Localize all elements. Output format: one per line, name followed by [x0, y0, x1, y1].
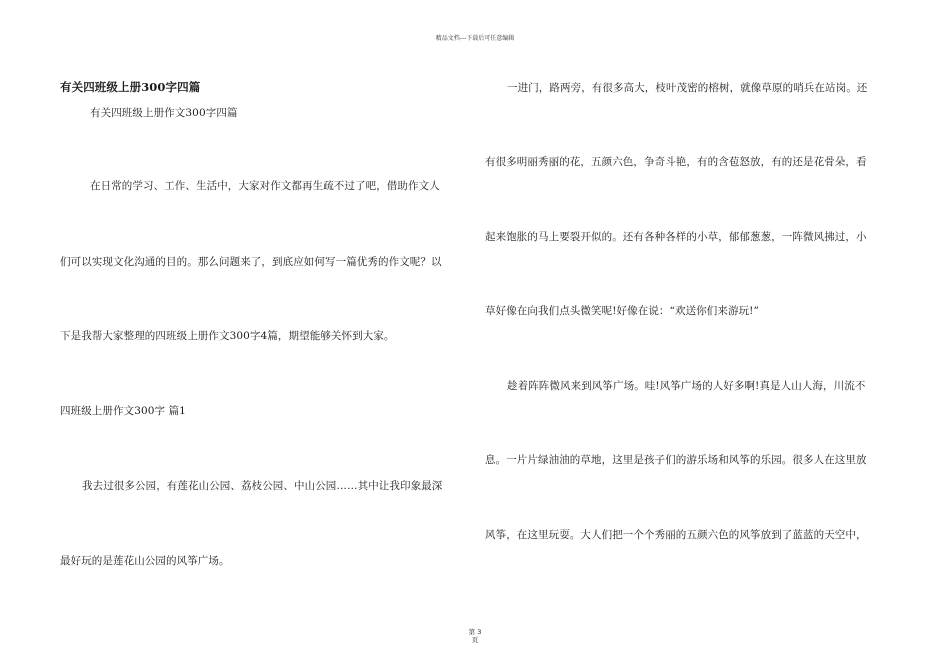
page-number-line1: 第 3: [468, 628, 482, 636]
paragraph-line: 有很多明丽秀丽的花，五颜六色，争奇斗艳，有的含苞怒放，有的还是花骨朵，看: [485, 156, 867, 168]
paragraph-line: 下是我帮大家整理的四班级上册作文300字4篇，期望能够关怀到大家。: [60, 330, 395, 342]
page-number-line2: 页: [471, 636, 479, 644]
paragraph-line: 草好像在向我们点头微笑呢!好像在说：“欢送你们来游玩!”: [485, 305, 759, 317]
paragraph-line: 最好玩的是莲花山公园的风筝广场。: [60, 555, 230, 567]
page-number: [0, 628, 950, 644]
article-title: 有关四班级上册300字四篇: [60, 80, 201, 94]
paragraph-line: 趁着阵阵微风来到风筝广场。哇!风筝广场的人好多啊!真是人山人海，川流不: [507, 380, 866, 392]
paragraph-line: 在日常的学习、工作、生活中，大家对作文都再生疏不过了吧，借助作文人: [90, 180, 440, 192]
paragraph-line: 风筝，在这里玩耍。大人们把一个个秀丽的五颜六色的风筝放到了蓝蓝的天空中，: [485, 529, 867, 541]
section-heading: 四班级上册作文300字 篇1: [60, 405, 186, 417]
page-header: 精品文档---下载后可任意编辑: [435, 35, 515, 42]
paragraph-line: 息。一片片绿油油的草地，这里是孩子们的游乐场和风筝的乐园。很多人在这里放: [485, 454, 867, 466]
paragraph-line: 们可以实现文化沟通的目的。那么问题来了，到底应如何写一篇优秀的作文呢？以: [60, 256, 442, 268]
paragraph-line: 我去过很多公园，有莲花山公园、荔枝公园、中山公园……其中让我印象最深: [82, 480, 443, 492]
paragraph-line: 起来饱胀的马上要裂开似的。还有各种各样的小草，郁郁葱葱，一阵微风拂过，小: [485, 231, 867, 243]
article-subtitle: 有关四班级上册作文300字四篇: [90, 107, 238, 119]
paragraph-line: 一进门，路两旁，有很多高大，枝叶茂密的榕树，就像草原的哨兵在站岗。还: [507, 82, 868, 94]
